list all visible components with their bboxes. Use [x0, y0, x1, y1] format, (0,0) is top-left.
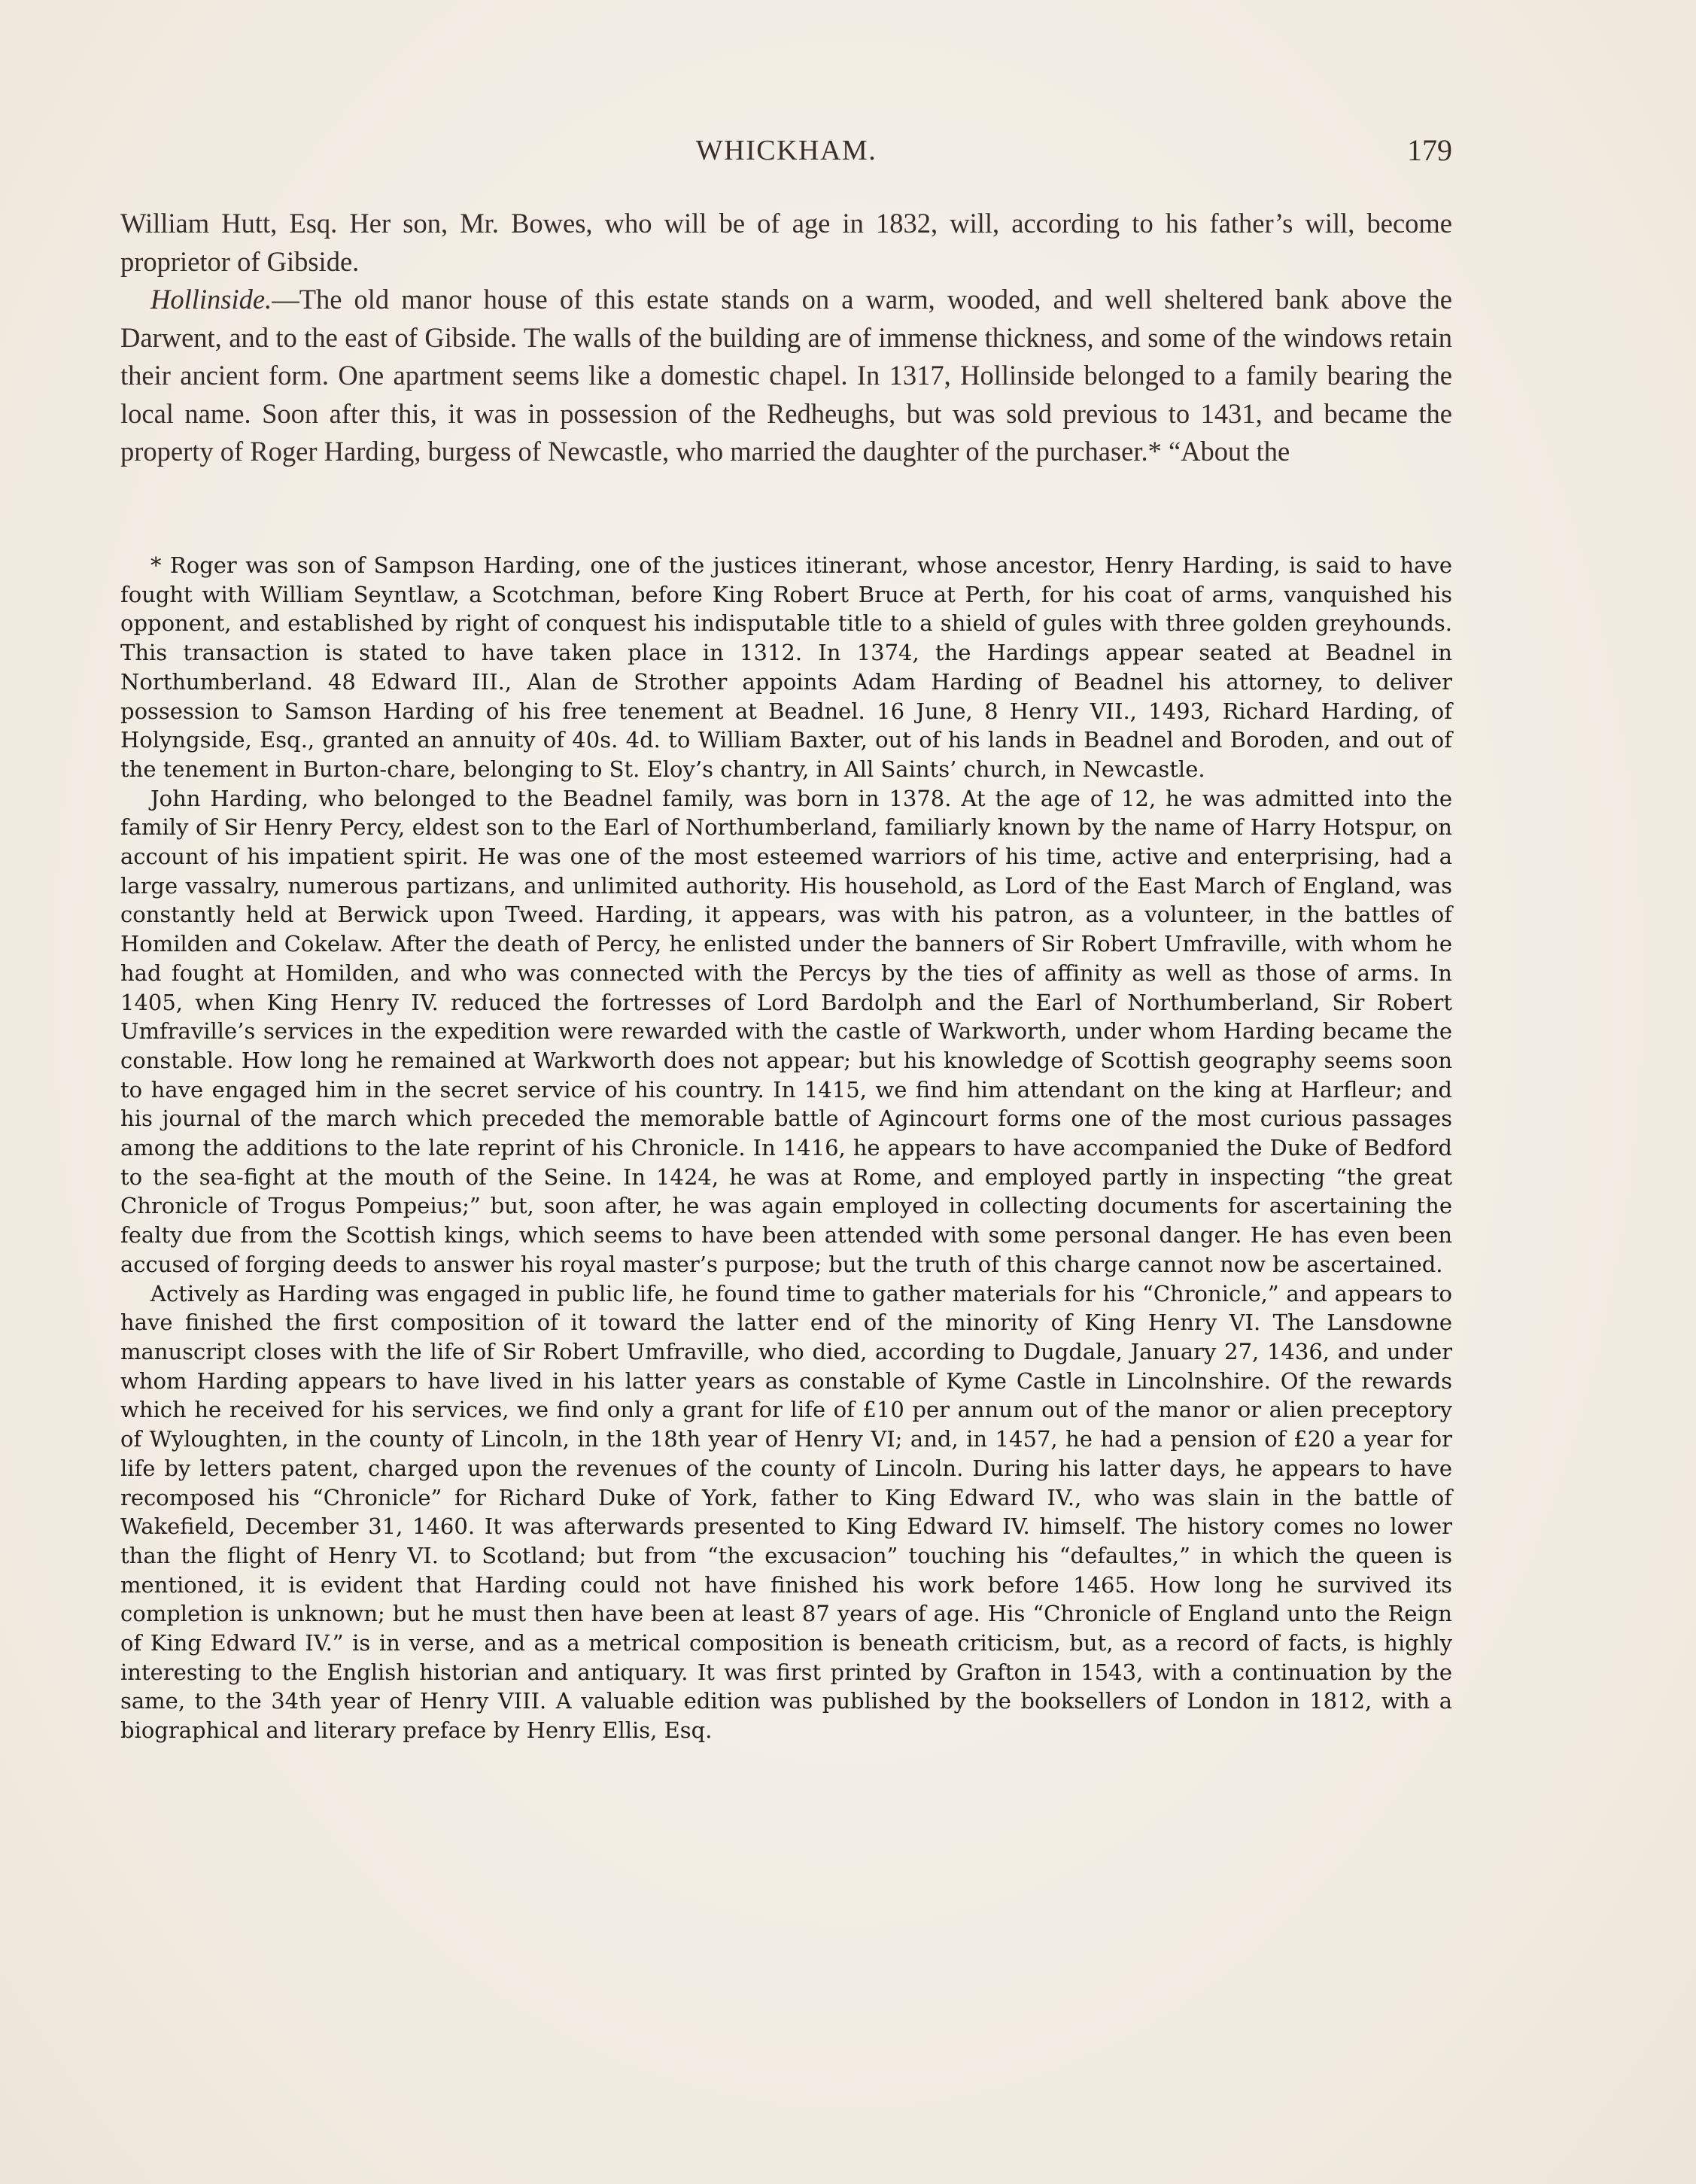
- main-text: [120, 205, 1452, 471]
- body-paragraph-text: —The old manor house of this estate stands on a warm, wooded, and well sheltered bank above the Darwent, and to the east of Gibside. The walls of the building are of immense thickness, and some of the windows retain their ancient form. One apartment seems like a domestic chapel. In 1317, Hollinside belonged to a family bearing the local name. Soon after this, it was in possession of the Redheughs, but was sold previous to 1431, and became the property of Roger Harding, burgess of Newcastle, who married the daughter of the purchaser.* “About the: [120, 284, 1452, 467]
- footnote-paragraph: John Harding, who belonged to the Beadnel family, was born in 1378. At the age of 12, he was admitted into the family of Sir Henry Percy, eldest son to the Earl of Northumberland, familiarly known by the name of Harry Hotspur, on account of his impatient spirit. He was one of the most esteemed warriors of his time, active and enterprising, had a large vassalry, numerous partizans, and unlimited authority. His household, as Lord of the East March of England, was constantly held at Berwick upon Tweed. Harding, it appears, was with his patron, as a volunteer, in the battles of Homilden and Cokelaw. After the death of Percy, he enlisted under the banners of Sir Robert Umfraville, with whom he had fought at Homilden, and who was connected with the Percys by the ties of affinity as well as those of arms. In 1405, when King Henry IV. reduced the fortresses of Lord Bardolph and the Earl of Northumberland, Sir Robert Umfraville’s services in the expedition were rewarded with the castle of Warkworth, under whom Harding became the constable. How long he remained at Warkworth does not appear; but his knowledge of Scottish geography seems soon to have engaged him in the secret service of his country. In 1415, we find him attendant on the king at Harfleur; and his journal of the march which preceded the memorable battle of Agincourt forms one of the most curious passages among the additions to the late reprint of his Chronicle. In 1416, he appears to have accompanied the Duke of Bedford to the sea-fight at the mouth of the Seine. In 1424, he was at Rome, and employed partly in inspecting “the great Chronicle of Trogus Pompeius;” but, soon after, he was again employed in collecting documents for ascertaining the fealty due from the Scottish kings, which seems to have been attended with some personal danger. He has even been accused of forging deeds to answer his royal master’s purpose; but the truth of this charge cannot now be ascertained.: [120, 785, 1452, 1277]
- footnote-paragraph: * Roger was son of Sampson Harding, one of the justices itinerant, whose ancestor, Henry Harding, is said to have fought with William Seyntlaw, a Scotchman, before King Robert Bruce at Perth, for his coat of arms, vanquished his opponent, and established by right of conquest his indisputable title to a shield of gules with three golden greyhounds. This transaction is stated to have taken place in 1312. In 1374, the Hardings appear seated at Beadnel in Northumberland. 48 Edward III., Alan de Strother appoints Adam Harding of Beadnel his attorney, to deliver possession to Samson Harding of his free tenement at Beadnel. 16 June, 8 Henry VII., 1493, Richard Harding, of Holyngside, Esq., granted an annuity of 40s. 4d. to William Baxter, out of his lands in Beadnel and Boroden, and out of the tenement in Burton-chare, belonging to St. Eloy’s chantry, in All Saints’ church, in Newcastle.: [120, 552, 1452, 782]
- body-paragraph: [120, 281, 1452, 471]
- body-paragraph: William Hutt, Esq. Her son, Mr. Bowes, who will be of age in 1832, will, according to his father’s will, become proprietor of Gibside.: [120, 208, 1452, 277]
- page-number: 179: [1407, 133, 1452, 167]
- running-title: WHICKHAM.: [695, 135, 877, 166]
- section-heading: Hollinside.: [150, 284, 272, 315]
- running-head: [120, 134, 1452, 179]
- footnote: [120, 551, 1452, 1745]
- footnote-paragraph: Actively as Harding was engaged in public life, he found time to gather materials for his “Chronicle,” and appears to have finished the first composition of it toward the latter end of the minority of King Henry VI. The Lansdowne manuscript closes with the life of Sir Robert Umfraville, who died, according to Dugdale, January 27, 1436, and under whom Harding appears to have lived in his latter years as constable of Kyme Castle in Lincolnshire. Of the rewards which he received for his services, we find only a grant for life of £10 per annum out of the manor or alien preceptory of Wyloughten, in the county of Lincoln, in the 18th year of Henry VI; and, in 1457, he had a pension of £20 a year for life by letters patent, charged upon the revenues of the county of Lincoln. During his latter days, he appears to have recomposed his “Chronicle” for Richard Duke of York, father to King Edward IV., who was slain in the battle of Wakefield, December 31, 1460. It was afterwards presented to King Edward IV. himself. The history comes no lower than the flight of Henry VI. to Scotland; but from “the excusacion” touching his “defaultes,” in which the queen is mentioned, it is evident that Harding could not have finished his work before 1465. How long he survived its completion is unknown; but he must then have been at least 87 years of age. His “Chronicle of England unto the Reign of King Edward IV.” is in verse, and as a metrical composition is beneath criticism, but, as a record of facts, is highly interesting to the English historian and antiquary. It was first printed by Grafton in 1543, with a continuation by the same, to the 34th year of Henry VIII. A valuable edition was published by the booksellers of London in 1812, with a biographical and literary preface by Henry Ellis, Esq.: [120, 1280, 1452, 1744]
